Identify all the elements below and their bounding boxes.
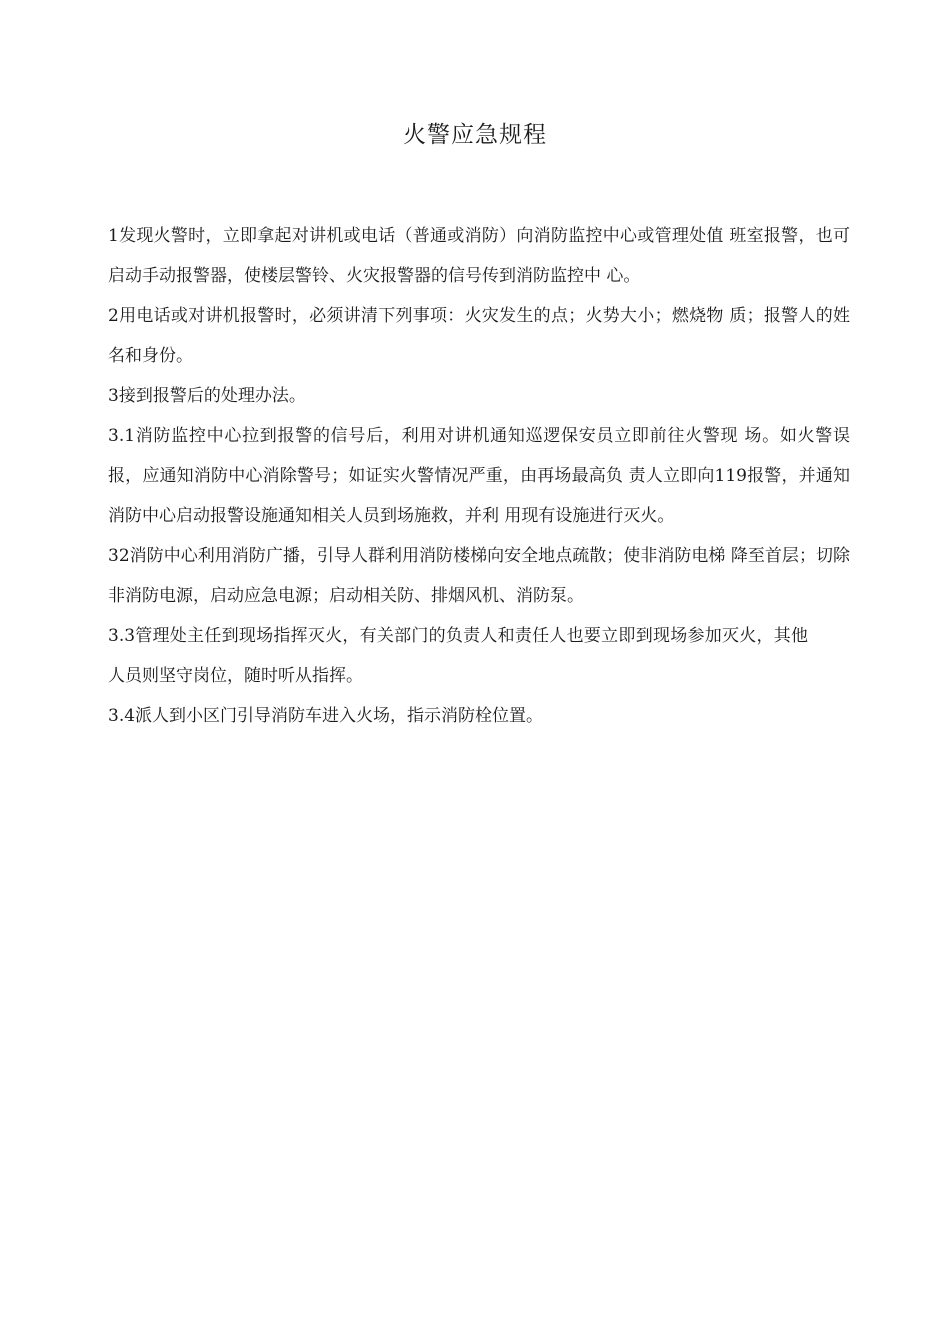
paragraph-3-4: 3.4派人到小区门引导消防车进入火场，指示消防栓位置。 [108, 706, 544, 726]
document-title: 火警应急规程 [403, 122, 547, 148]
paragraph-3: 3接到报警后的处理办法。 [108, 386, 306, 406]
paragraph-2: 2用电话或对讲机报警时，必须讲清下列事项：火灾发生的点；火势大小；燃烧物 质；报警人的姓名和身份。 [108, 306, 850, 366]
document-body [108, 216, 850, 736]
paragraph-1: 1发现火警时，立即拿起对讲机或电话（普通或消防）向消防监控中心或管理处值 班室报警，也可启动手动报警器，使楼层警铃、火灾报警器的信号传到消防监控中 心。 [108, 226, 850, 286]
paragraph-3-3: 3.3管理处主任到现场指挥灭火，有关部门的负责人和责任人也要立即到现场参加灭火，其他人员则坚守岗位，随时听从指挥。 [108, 626, 808, 686]
paragraph-3-2: 32消防中心利用消防广播，引导人群利用消防楼梯向安全地点疏散；使非消防电梯 降至首层；切除非消防电源，启动应急电源；启动相关防、排烟风机、消防泵。 [108, 546, 850, 606]
paragraph-3-1: 3.1消防监控中心拉到报警的信号后，利用对讲机通知巡逻保安员立即前往火警现 场。如火警误报，应通知消防中心消除警号；如证实火警情况严重，由再场最高负 责人立即向119报警，并通知消防中心启动报警设施通知相关人员到场施救，并利 用现有设施进行灭火。 [108, 426, 850, 526]
